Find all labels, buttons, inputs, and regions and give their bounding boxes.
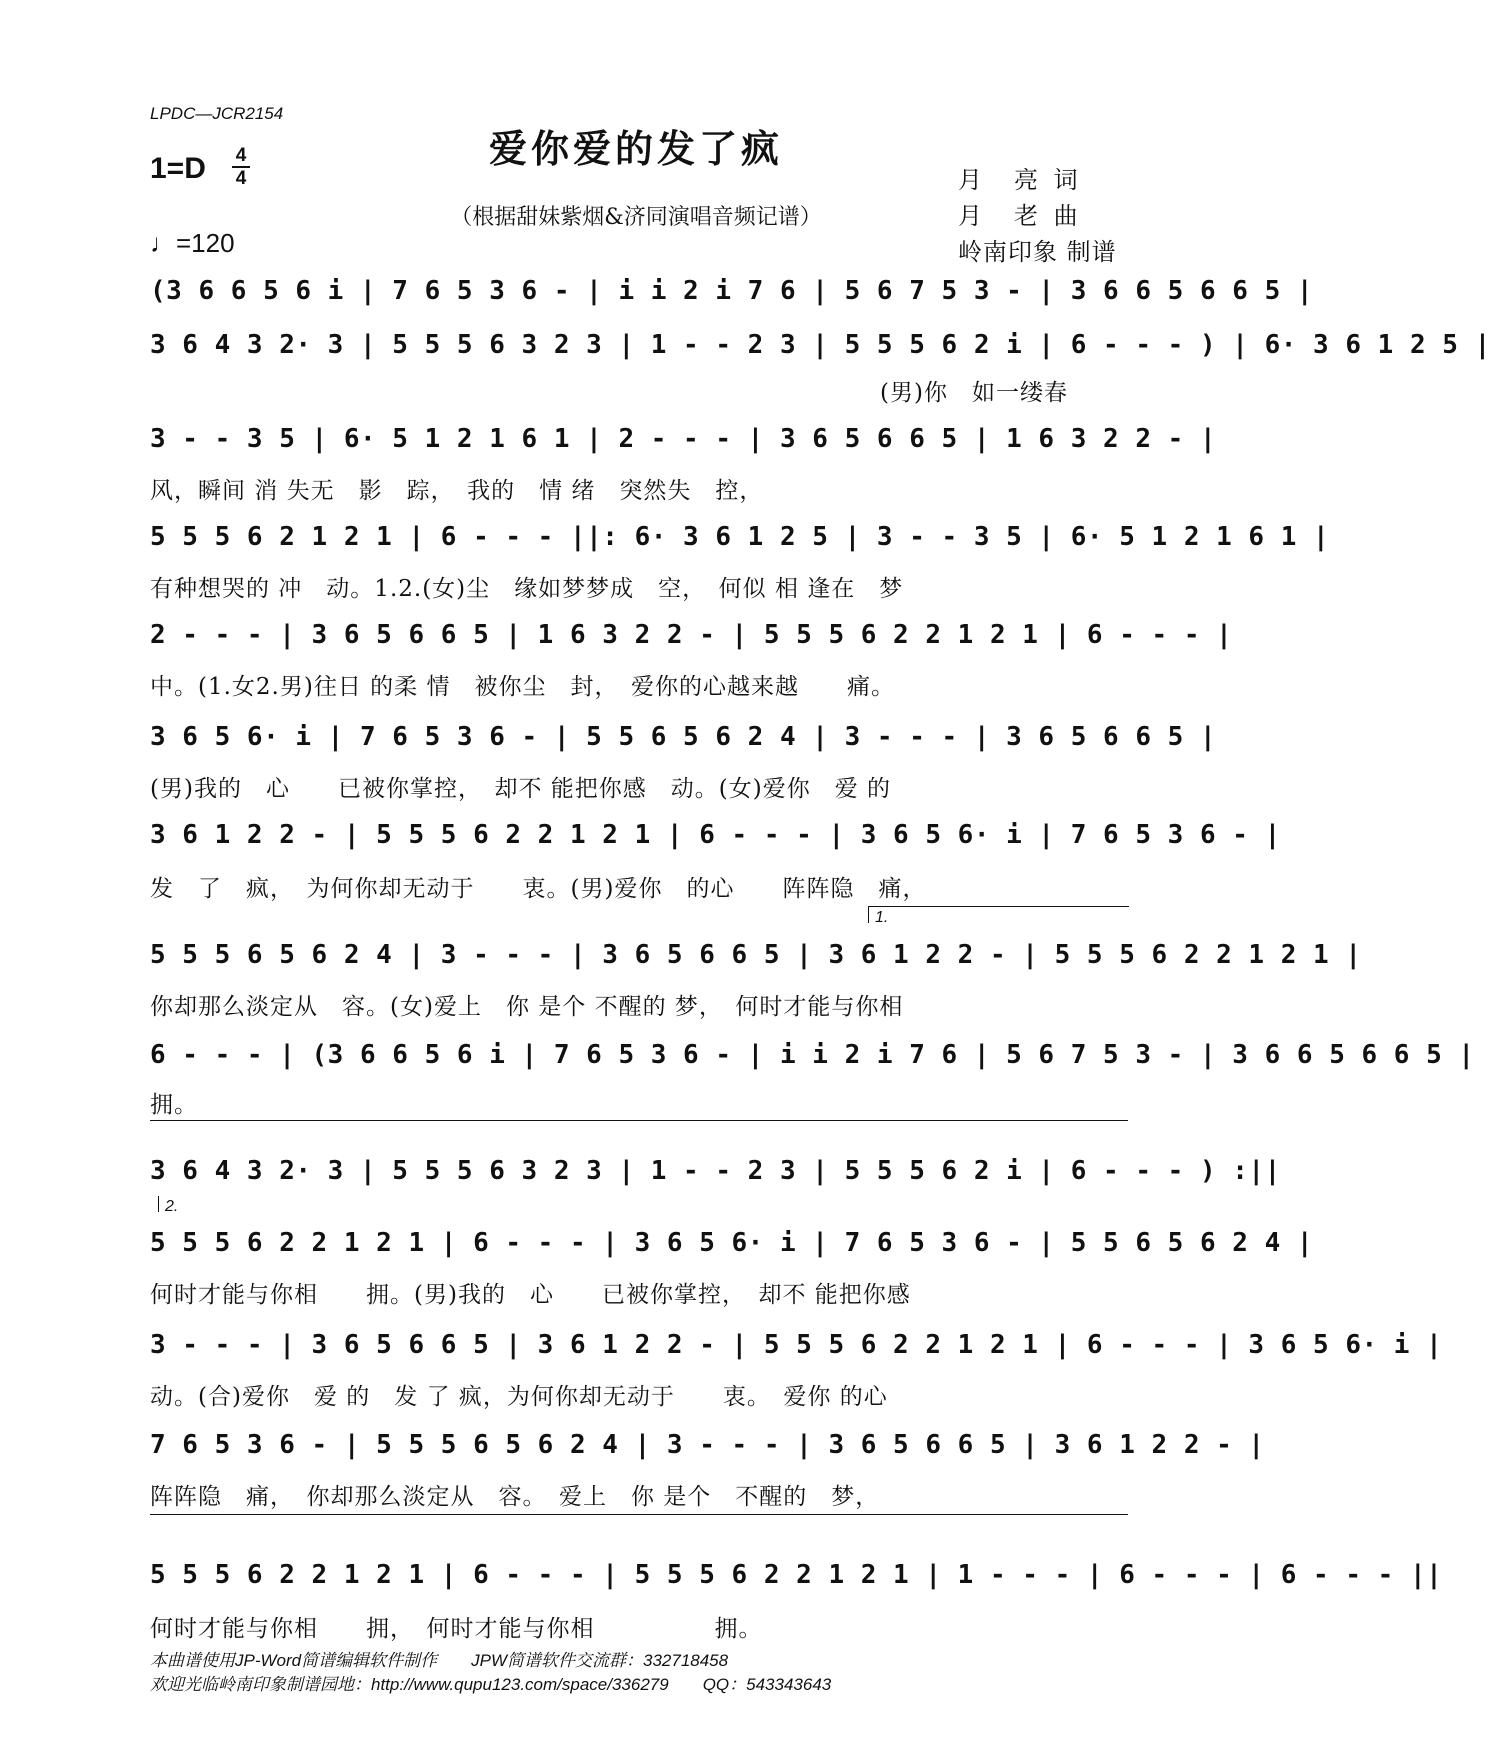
lyric-line-12: 动。(合)爱你 爱 的 发 了 疯，为何你却无动于 衷。 爱你 的心 — [150, 1384, 888, 1410]
lyric-line-6: (男)我的 心 已被你掌控， 却不 能把你感 动。(女)爱你 爱 的 — [150, 776, 892, 802]
subtitle: （根据甜妹紫烟&济同演唱音频记谱） — [450, 205, 822, 230]
lyric-line-11: 何时才能与你相 拥。(男)我的 心 已被你掌控， 却不 能把你感 — [150, 1282, 911, 1308]
footer-software-note: 本曲谱使用JP-Word简谱编辑软件制作 JPW简谱软件交流群：332718458 — [150, 1651, 729, 1670]
lyric-line-4: 有种想哭的 冲 动。1.2.(女)尘 缘如梦梦成 空， 何似 相 逢在 梦 — [150, 576, 904, 602]
notation-line-9: 6 - - - | (3 6 6 5 6 i | 7 6 5 3 6 - | i i 2 i 7 6 | 5 6 7 5 3 - | 3 6 6 5 6 6 5 | — [150, 1040, 1475, 1070]
second-ending-label: 2. — [165, 1198, 179, 1215]
lyricist-credit: 月 亮 词 — [958, 166, 1082, 194]
notation-line-10: 3 6 4 3 2· 3 | 5 5 5 6 3 2 3 | 1 - - 2 3 | 5 5 5 6 2 i | 6 - - - ) :|| — [150, 1156, 1281, 1186]
first-ending-label: 1. — [875, 909, 889, 926]
lyric-line-2: (男)你 如一缕春 — [880, 380, 1068, 406]
time-signature — [232, 146, 250, 188]
lyric-line-3: 风，瞬间 消 失无 影 踪， 我的 情 绪 突然失 控， — [150, 478, 764, 504]
lyric-line-9: 拥。 — [150, 1092, 198, 1118]
notation-line-14: 5 5 5 6 2 2 1 2 1 | 6 - - - | 5 5 5 6 2 2 1 2 1 | 1 - - - | 6 - - - | 6 - - - || — [150, 1560, 1443, 1590]
arranger-credit: 岭南印象 制谱 — [958, 238, 1117, 266]
notation-line-8: 5 5 5 6 5 6 2 4 | 3 - - - | 3 6 5 6 6 5 | 3 6 1 2 2 - | 5 5 5 6 2 2 1 2 1 | — [150, 940, 1362, 970]
meter-bottom: 4 — [235, 168, 247, 189]
repeat-span-line — [150, 1120, 1128, 1121]
key-signature: 1=D — [150, 152, 206, 185]
second-ending-bracket — [158, 1196, 1129, 1215]
tempo-mark: ♩=120 — [150, 228, 235, 258]
lyric-line-8: 你却那么淡定从 容。(女)爱上 你 是个 不醒的 梦， 何时才能与你相 — [150, 994, 904, 1020]
composer-credit: 月 老 曲 — [958, 202, 1082, 230]
lyric-line-7: 发 了 疯， 为何你却无动于 衷。(男)爱你 的心 阵阵隐 痛， — [150, 876, 927, 902]
lyric-line-5: 中。(1.女2.男)往日 的柔 情 被你尘 封， 爱你的心越来越 痛。 — [150, 674, 895, 700]
notation-line-11: 5 5 5 6 2 2 1 2 1 | 6 - - - | 3 6 5 6· i | 7 6 5 3 6 - | 5 5 6 5 6 2 4 | — [150, 1228, 1314, 1258]
lyric-line-13: 阵阵隐 痛， 你却那么淡定从 容。 爱上 你 是个 不醒的 梦， — [150, 1484, 880, 1510]
final-line-rule — [150, 1514, 1128, 1515]
footer-website-note: 欢迎光临岭南印象制谱园地：http://www.qupu123.com/space/336279 QQ：543343643 — [150, 1675, 832, 1694]
notation-line-6: 3 6 5 6· i | 7 6 5 3 6 - | 5 5 6 5 6 2 4 | 3 - - - | 3 6 5 6 6 5 | — [150, 722, 1217, 752]
song-title: 爱你爱的发了疯 — [488, 126, 783, 171]
score-code: LPDC—JCR2154 — [150, 104, 284, 123]
notation-line-5: 2 - - - | 3 6 5 6 6 5 | 1 6 3 2 2 - | 5 5 5 6 2 2 1 2 1 | 6 - - - | — [150, 620, 1233, 650]
notation-line-12: 3 - - - | 3 6 5 6 6 5 | 3 6 1 2 2 - | 5 5 5 6 2 2 1 2 1 | 6 - - - | 3 6 5 6· i | — [150, 1330, 1443, 1360]
notation-line-3: 3 - - 3 5 | 6· 5 1 2 1 6 1 | 2 - - - | 3 6 5 6 6 5 | 1 6 3 2 2 - | — [150, 424, 1217, 454]
lyric-line-14: 何时才能与你相 拥， 何时才能与你相 拥。 — [150, 1616, 763, 1642]
notation-line-7: 3 6 1 2 2 - | 5 5 5 6 2 2 1 2 1 | 6 - - - | 3 6 5 6· i | 7 6 5 3 6 - | — [150, 820, 1281, 850]
meter-top: 4 — [235, 145, 247, 166]
notation-line-1: (3 6 6 5 6 i | 7 6 5 3 6 - | i i 2 i 7 6 | 5 6 7 5 3 - | 3 6 6 5 6 6 5 | — [150, 276, 1314, 306]
first-ending-bracket — [868, 906, 1129, 926]
notation-line-13: 7 6 5 3 6 - | 5 5 5 6 5 6 2 4 | 3 - - - | 3 6 5 6 6 5 | 3 6 1 2 2 - | — [150, 1430, 1265, 1460]
notation-line-4: 5 5 5 6 2 1 2 1 | 6 - - - ||: 6· 3 6 1 2 5 | 3 - - 3 5 | 6· 5 1 2 1 6 1 | — [150, 522, 1330, 552]
notation-line-2: 3 6 4 3 2· 3 | 5 5 5 6 3 2 3 | 1 - - 2 3 | 5 5 5 6 2 i | 6 - - - ) | 6· 3 6 1 2 5 | — [150, 330, 1491, 360]
